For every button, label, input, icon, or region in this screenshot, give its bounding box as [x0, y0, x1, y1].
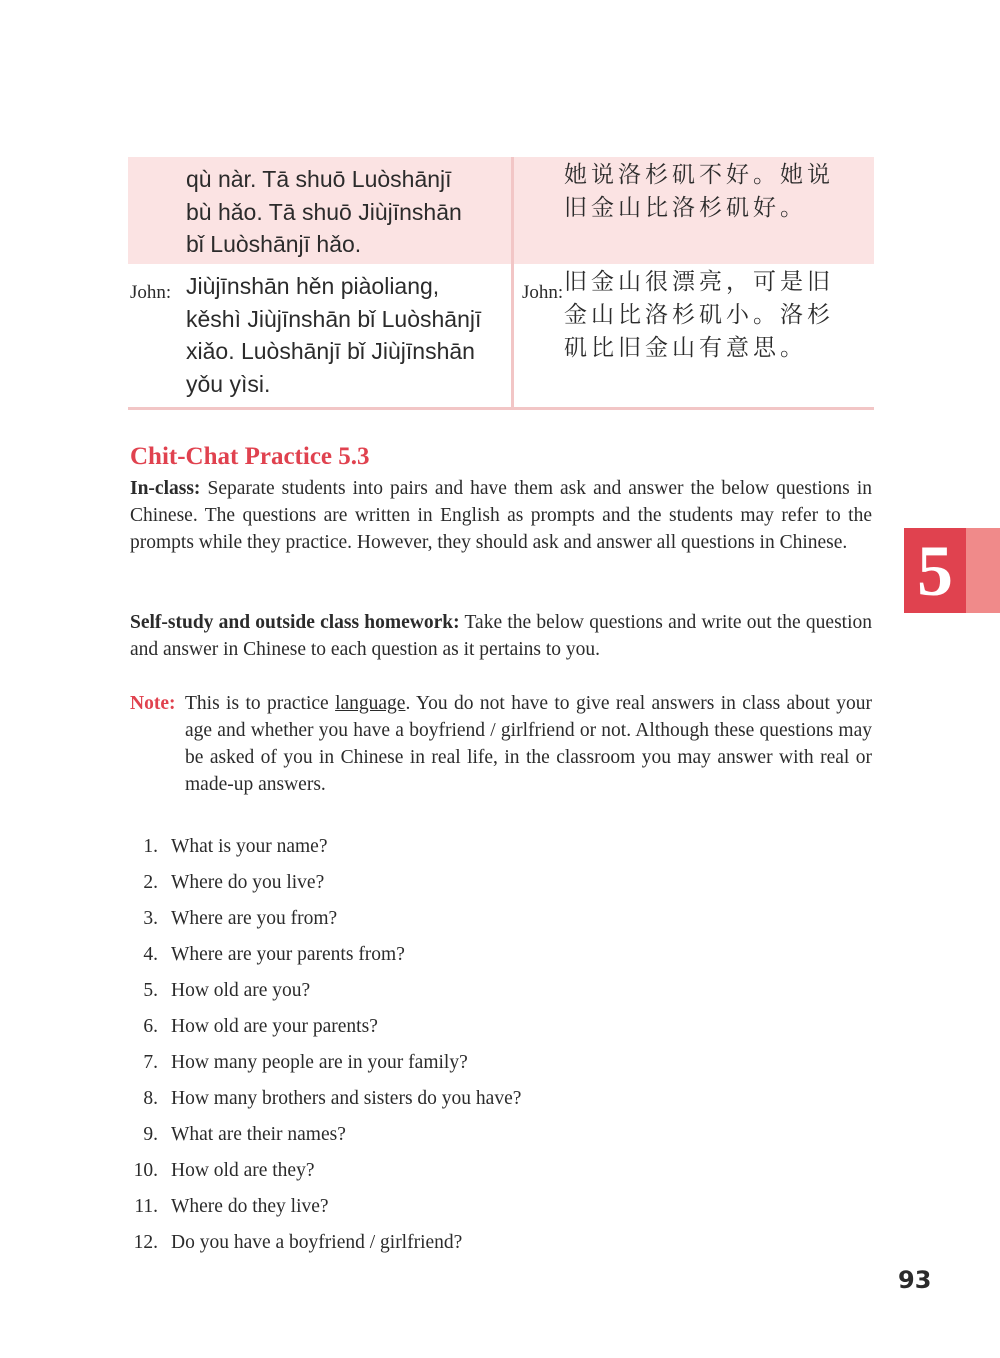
question-text: What is your name? — [171, 836, 328, 857]
list-item — [130, 1193, 521, 1229]
chinese-cell — [514, 264, 874, 407]
question-number: 10. — [133, 1160, 158, 1181]
question-number: 4. — [143, 944, 158, 965]
question-text: How old are you? — [171, 980, 311, 1001]
pinyin-cell — [128, 157, 514, 264]
dialogue-table — [128, 157, 874, 407]
question-text: How old are your parents? — [171, 1016, 378, 1037]
question-number: 7. — [143, 1052, 158, 1073]
question-text: What are their names? — [171, 1124, 346, 1145]
question-text: Where do they live? — [171, 1196, 329, 1217]
list-item — [130, 1049, 521, 1085]
question-text: Where are you from? — [171, 908, 338, 929]
question-text: How old are they? — [171, 1160, 315, 1181]
question-text: Do you have a boyfriend / girlfriend? — [171, 1232, 463, 1253]
chinese-text: 旧金山很漂亮，可是旧 金山比洛杉矶小。洛杉 矶比旧金山有意思。 — [564, 269, 834, 361]
list-item — [130, 1229, 521, 1265]
chinese-cell — [514, 157, 874, 264]
question-text: Where do you live? — [171, 872, 325, 893]
note-text-post: . You do not have to give real answers in class about your age and whether you have a boyfriend / girlfriend or not. Although these questions may be asked of you in Chinese in real life, in the classroom you may answer with real or made-up answers. — [185, 693, 872, 795]
dialogue-row — [128, 157, 874, 264]
note-text-pre: This is to practice — [185, 693, 336, 714]
question-number: 2. — [143, 872, 158, 893]
question-text: Where are your parents from? — [171, 944, 405, 965]
question-number: 9. — [143, 1124, 158, 1145]
question-number: 1. — [143, 836, 158, 857]
inclass-paragraph — [130, 475, 872, 556]
question-text: How many people are in your family? — [171, 1052, 468, 1073]
note-underlined-word: language — [335, 693, 406, 714]
list-item — [130, 1121, 521, 1157]
question-number: 8. — [143, 1088, 158, 1109]
inclass-label: In-class: — [130, 478, 201, 499]
list-item — [130, 833, 521, 869]
question-number: 11. — [134, 1196, 158, 1217]
page-number: 93 — [898, 1266, 932, 1294]
inclass-text: Separate students into pairs and have them ask and answer the below questions in Chinese. The questions are written in English as prompts and the students may refer to the prompts while they practice. However, they should ask and answer all questions in Chinese. — [130, 478, 872, 553]
list-item — [130, 1157, 521, 1193]
list-item — [130, 869, 521, 905]
note-label: Note: — [130, 693, 176, 714]
pinyin-text: Jiùjīnshān hěn piàoliang, kěshì Jiùjīnshān bǐ Luòshānjī xiǎo. Luòshānjī bǐ Jiùjīnshān yǒu yìsi. — [186, 273, 482, 397]
question-text: How many brothers and sisters do you have? — [171, 1088, 522, 1109]
speaker-label: John: — [522, 282, 564, 303]
dialogue-row — [128, 264, 874, 407]
selfstudy-text: Take the below questions and write out the question and answer in Chinese to each question as it pertains to you. — [130, 612, 872, 660]
question-number: 5. — [143, 980, 158, 1001]
list-item — [130, 1013, 521, 1049]
selfstudy-paragraph — [130, 609, 872, 663]
section-heading: Chit-Chat Practice 5.3 — [130, 443, 370, 470]
chapter-tab — [904, 528, 1000, 613]
note-paragraph — [130, 690, 872, 798]
table-bottom-rule — [128, 407, 874, 410]
list-item — [130, 941, 521, 977]
question-number: 6. — [143, 1016, 158, 1037]
list-item — [130, 905, 521, 941]
question-number: 12. — [133, 1232, 158, 1253]
question-list — [130, 833, 521, 1265]
chapter-number: 5 — [917, 531, 953, 611]
question-number: 3. — [143, 908, 158, 929]
chinese-text: 她说洛杉矶不好。她说 旧金山比洛杉矶好。 — [564, 162, 834, 221]
note-body — [185, 690, 872, 798]
selfstudy-label: Self-study and outside class homework: — [130, 612, 460, 633]
pinyin-text: qù nàr. Tā shuō Luòshānjī bù hǎo. Tā shuō Jiùjīnshān bǐ Luòshānjī hǎo. — [186, 166, 462, 257]
list-item — [130, 977, 521, 1013]
list-item — [130, 1085, 521, 1121]
speaker-label: John: — [130, 282, 172, 303]
pinyin-cell — [128, 264, 514, 407]
